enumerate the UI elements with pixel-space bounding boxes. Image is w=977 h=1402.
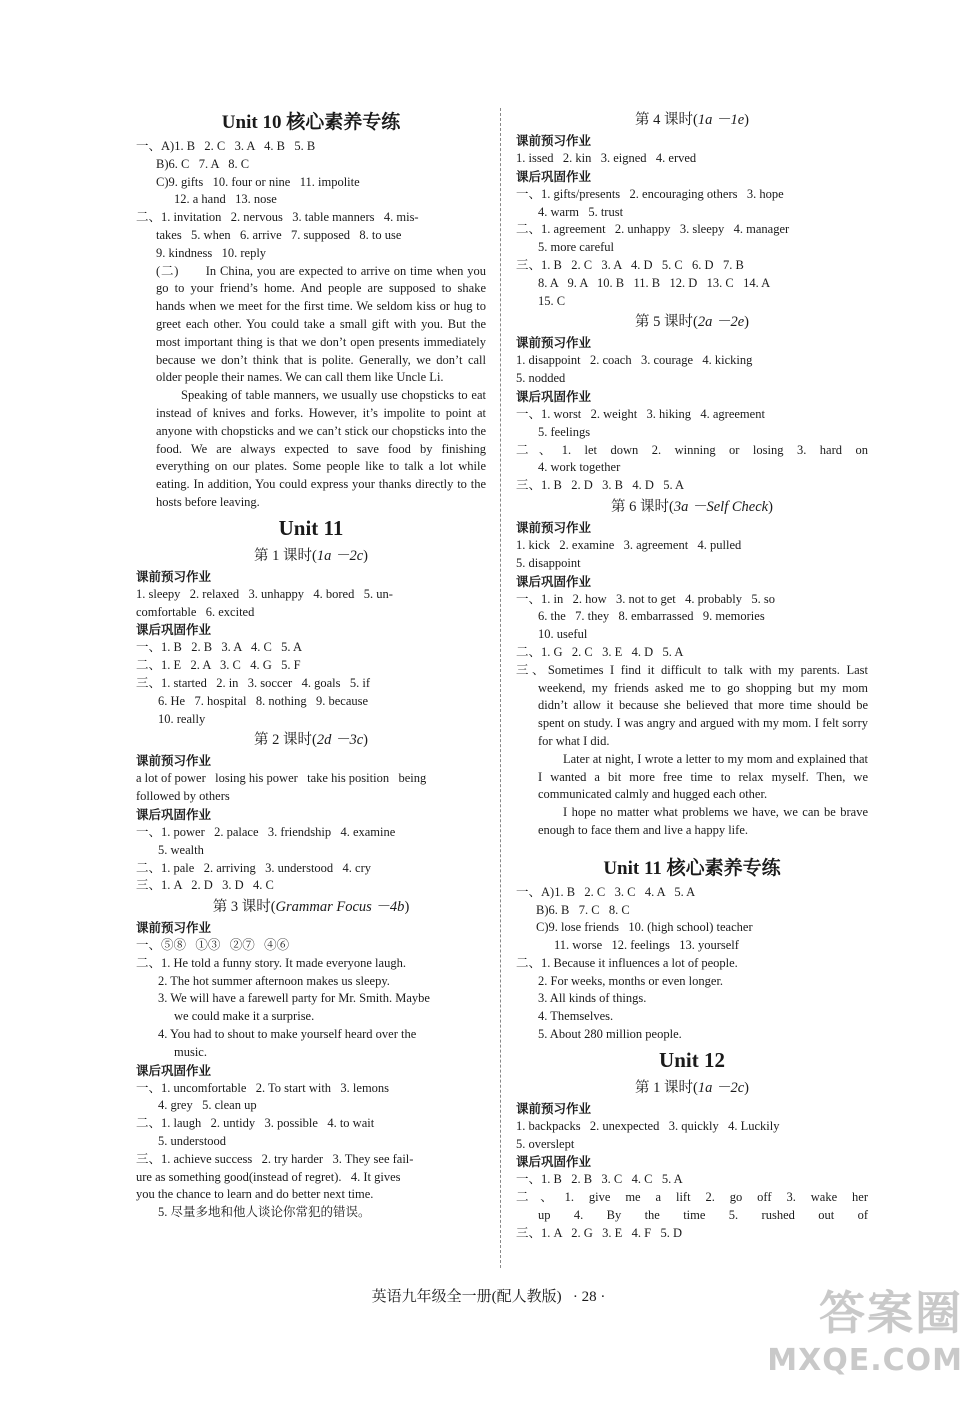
answer-line: 一、1. gifts/presents 2. encouraging others 3. hope [516,186,784,201]
answer-line: 5. nodded [516,371,566,386]
answer-line: 5. 尽量多地和他人谈论你常犯的错误。 [158,1205,371,1220]
lesson-title: 第 1 课时(1a －2c) [254,547,368,564]
answer-line: 10. useful [538,627,588,642]
answer-line: 5. overslept [516,1136,575,1151]
essay-paragraph: I hope no matter what problems we have, we can be brave enough to face them and live a happy life. [538,805,868,837]
column-divider [500,108,501,1268]
essay-paragraph: Speaking of table manners, we usually use chopsticks to eat instead of knives and forks. However, it’s impolite to point at anyone with chopsticks and we can’t stick our chopsticks into the food. We are always expected to save food by finishing everything on our plates. Some people like to talk a lot while eating. In addition, You could express your thanks directly to the hosts before leaving. [156,388,486,509]
answer-line: 12. a hand 13. nose [174,192,277,207]
answer-line: 二、1. Because it influences a lot of people. [516,955,738,970]
answer-line: C)9. gifts 10. four or nine 11. impolite [156,174,360,189]
answer-line: 4. warm 5. trust [538,204,624,219]
lesson-title: 第 5 课时(2a －2e) [635,314,749,331]
lesson-title: 第 1 课时(1a －2c) [635,1079,749,1096]
answer-line: we could make it a surprise. [174,1009,315,1024]
answer-line: B)6. B 7. C 8. C [536,902,630,917]
preview-homework-label: 课前预习作业 [516,519,592,535]
answer-line: 一、1. B 2. B 3. C 4. C 5. A [516,1172,683,1187]
answer-line: 一、⑤⑧ ①③ ②⑦ ④⑥ [136,938,290,953]
answer-line: 二、1. He told a funny story. It made everyone laugh. [136,955,406,970]
watermark-text: 答案圈 [819,1286,963,1340]
section-title-unit10-core: Unit 10 核心素养专练 [221,112,401,133]
watermark-logo [767,1277,963,1378]
answer-line: 二、1. pale 2. arriving 3. understood 4. cry [136,860,372,875]
answer-line: 三、1. B 2. D 3. B 4. D 5. A [516,478,685,493]
review-homework-label: 课后巩固作业 [136,1062,212,1078]
review-homework-label: 课后巩固作业 [136,806,212,822]
lesson-title: 第 6 课时(3a －Self Check) [611,498,773,515]
review-homework-label: 课后巩固作业 [516,1154,592,1170]
answer-line: you the chance to learn and do better next time. [136,1187,374,1202]
answer-line: 二、1. E 2. A 3. C 4. G 5. F [136,658,301,673]
lesson-title: 第 4 课时(1a －1e) [635,112,749,128]
page-number: · 28 · [572,1289,606,1305]
essay-paragraph: (二) In China, you are expected to arrive on time when you go to your friend’s home. And people are supposed to shake hands when we meet for the first time. We seldom kiss or hug to greet each other. You could take a small gift with you. But the most important thing is that we don’t open presents immediately because we don’t think that is polite. Generally, we don’t call older people their names. We can call them like Uncle Li. [156,263,486,385]
answer-line: 1. disappoint 2. coach 3. courage 4. kicking [516,353,753,368]
answer-line: 4. You had to shout to make yourself heard over the [158,1027,417,1042]
lesson-title: 第 2 课时(2d －3c) [254,732,368,749]
answer-line: 二、1. G 2. C 3. E 4. D 5. A [516,644,684,659]
answer-line: 5. feelings [538,424,591,439]
answer-line: 1. issed 2. kin 3. eigned 4. erved [516,151,697,165]
review-homework-label: 课后巩固作业 [516,573,592,589]
answer-line: 2. For weeks, months or even longer. [538,973,724,988]
answer-line: 三、1. started 2. in 3. soccer 4. goals 5. if [136,675,370,690]
answer-line: 5. more careful [538,240,615,255]
answer-line: 二、1. laugh 2. untidy 3. possible 4. to wait [136,1116,375,1131]
answer-line: comfortable 6. excited [136,604,255,619]
answer-line: 1. sleepy 2. relaxed 3. unhappy 4. bored 5. un- [136,586,393,601]
review-homework-label: 课后巩固作业 [516,388,592,404]
answer-line: followed by others [136,789,230,804]
preview-homework-label: 课前预习作业 [136,920,212,936]
watermark-url: MXQE.COM [767,1343,963,1378]
unit-heading-12: Unit 12 [659,1047,725,1072]
answer-line: takes 5. when 6. arrive 7. supposed 8. to use [156,227,402,242]
answer-line: B)6. C 7. A 8. C [156,156,250,171]
answer-line: up 4. By the time 5. rushed out of [538,1208,868,1223]
answer-line: 三、1. B 2. C 3. A 4. D 5. C 6. D 7. B [516,257,744,272]
answer-line: 2. The hot summer afternoon makes us sleepy. [158,973,390,988]
preview-homework-label: 课前预习作业 [516,335,592,351]
answer-line: 1. backpacks 2. unexpected 3. quickly 4. Luckily [516,1118,780,1133]
essay-paragraph: 三、Sometimes I find it difficult to talk with my parents. Last weekend, my friends asked me to go shopping but my mom didn’t allow it because she believed that more time should be spent on study. I was angry and argued with my mom. I felt sorry for what I did. [516,662,868,748]
answer-line: 1. kick 2. examine 3. agreement 4. pulled [516,537,742,552]
answer-line: 一、A)1. B 2. C 3. A 4. B 5. B [136,139,316,153]
unit-heading-11: Unit 11 [278,515,344,540]
answer-line: 3. All kinds of things. [538,991,647,1006]
answer-line: 二、1. agreement 2. unhappy 3. sleepy 4. manager [516,222,790,237]
answer-line: 三、1. A 2. G 3. E 4. F 5. D [516,1225,682,1240]
answer-line: 一、1. uncomfortable 2. To start with 3. lemons [136,1080,390,1095]
essay-paragraph: Later at night, I wrote a letter to my mom and explained that I wanted a bit more free time to relax myself. Then, we communicated calmly and hugged each other. [538,751,868,802]
answer-line: 三、1. A 2. D 3. D 4. C [136,878,274,893]
answer-line: a lot of power losing his power take his position being [136,771,427,786]
section-title-unit11-core: Unit 11 核心素养专练 [603,857,781,879]
answer-line: 一、A)1. B 2. C 3. C 4. A 5. A [516,884,696,899]
answer-line: 4. work together [538,460,621,475]
answer-line: 三、1. achieve success 2. try harder 3. They see fail- [136,1151,414,1166]
answer-line: 一、1. power 2. palace 3. friendship 4. examine [136,824,396,839]
answer-line: ure as something good(instead of regret). 4. It gives [136,1169,401,1184]
preview-homework-label: 课前预习作业 [136,568,212,584]
answer-line: 一、1. B 2. B 3. A 4. C 5. A [136,640,302,655]
answer-line: 5. wealth [158,842,204,857]
answer-line: 二、1. let down 2. winning or losing 3. hard on [516,442,868,457]
answer-line: 9. kindness 10. reply [156,245,267,260]
spacer [516,840,868,854]
preview-homework-label: 课前预习作业 [516,133,592,148]
review-homework-label: 课后巩固作业 [136,622,212,638]
lesson-title: 第 3 课时(Grammar Focus －4b) [212,899,410,916]
answer-line: 5. About 280 million people. [538,1027,682,1042]
answer-line: 3. We will have a farewell party for Mr. Smith. Maybe [158,991,430,1006]
answer-line: 一、1. worst 2. weight 3. hiking 4. agreement [516,406,765,421]
answer-line: 15. C [538,293,566,308]
review-homework-label: 课后巩固作业 [516,168,592,184]
answer-line: C)9. lose friends 10. (high school) teacher [536,920,753,935]
right-column [516,108,868,1243]
answer-line: 二、1. give me a lift 2. go off 3. wake her [516,1190,868,1205]
answer-line: 二、1. invitation 2. nervous 3. table manners 4. mis- [136,210,419,225]
answer-line: 一、1. in 2. how 3. not to get 4. probably 5. so [516,591,776,606]
answer-line: 6. the 7. they 8. embarrassed 9. memories [538,609,765,624]
answer-line: 6. He 7. hospital 8. nothing 9. because [158,693,369,708]
preview-homework-label: 课前预习作业 [516,1100,592,1116]
answer-line: 5. understood [158,1134,227,1149]
answer-line: music. [174,1044,207,1059]
preview-homework-label: 课前预习作业 [136,753,212,769]
left-column [136,108,486,1222]
answer-line: 4. grey 5. clean up [158,1098,257,1113]
answer-line: 10. really [158,711,206,726]
answer-line: 11. worse 12. feelings 13. yourself [554,938,739,953]
book-title: 英语九年级全一册(配人教版) [371,1289,562,1305]
answer-line: 8. A 9. A 10. B 11. B 12. D 13. C 14. A [538,275,771,290]
answer-line: 5. disappoint [516,555,581,570]
answer-line: 4. Themselves. [538,1009,614,1024]
